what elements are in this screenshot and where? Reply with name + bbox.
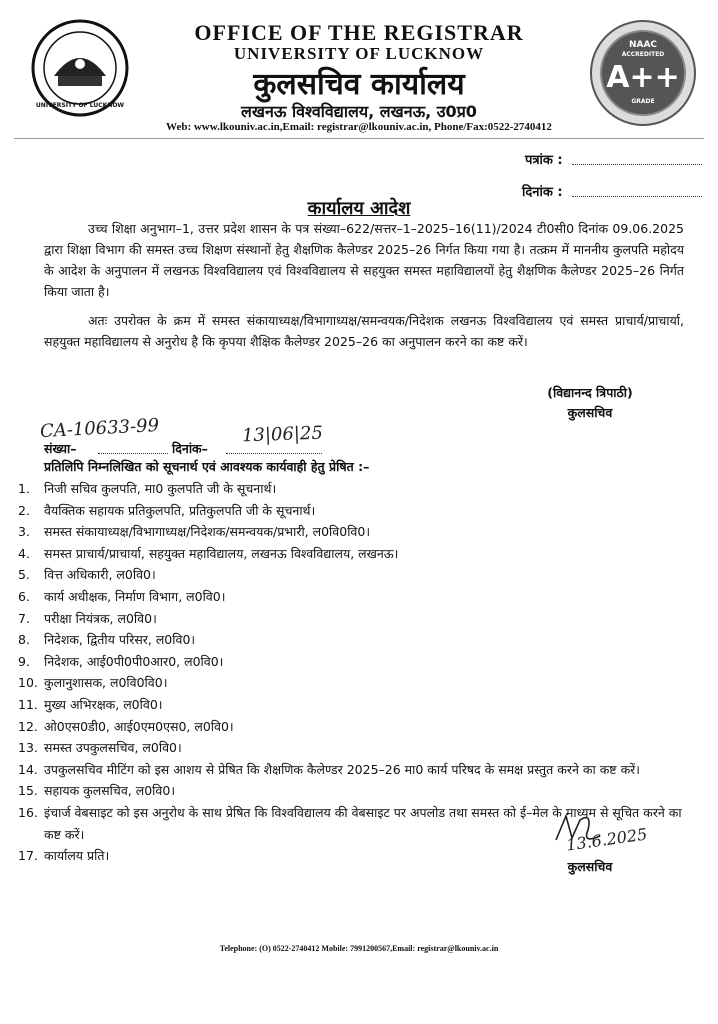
list-item bbox=[18, 759, 698, 781]
bottom-signatory-title: कुलसचिव bbox=[567, 859, 613, 874]
handwritten-date: 13|06|25 bbox=[241, 422, 324, 447]
seal-text: UNIVERSITY OF LUCKNOW bbox=[35, 102, 125, 109]
list-item-number: 9. bbox=[18, 653, 30, 669]
list-item-text: कुलानुशासक, ल0वि0वि0। bbox=[44, 675, 168, 691]
list-item-text: कार्यालय प्रति। bbox=[44, 848, 110, 864]
list-item-text: कार्य अधीक्षक, निर्माण विभाग, ल0वि0। bbox=[44, 588, 226, 604]
contact-line: Web: www.lkouniv.ac.in,Email: registrar@lkouniv.ac.in, Phone/Fax:0522-2740412 bbox=[166, 121, 552, 133]
list-item-number: 15. bbox=[18, 783, 38, 799]
list-item bbox=[18, 586, 698, 608]
list-item-number: 7. bbox=[18, 610, 30, 626]
list-item-number: 16. bbox=[18, 804, 38, 820]
order-paragraph-2: अतः उपरोक्त के क्रम में समस्त संकायाध्यक्ष/विभागाध्यक्ष/समन्वयक/निदेशक लखनऊ विश्वविद्यालय एवं समस्त प्राचार्य/प्राचार्या, सहयुक्त महाविद्यालय से अनुरोध है कि कृपया शैक्षिक कैलेण्डर 2025–26 का अनुपालन करने का कष्ट करें। bbox=[44, 313, 684, 349]
list-item-number: 13. bbox=[18, 740, 38, 756]
order-paragraph-1: उच्च शिक्षा अनुभाग–1, उत्तर प्रदेश शासन के पत्र संख्या–622/सत्तर–1–2025–16(11)/2024 टी0सी0 दिनांक 09.06.2025 द्वारा शिक्षा विभाग की समस्त उच्च शिक्षण संस्थानों हेतु शैक्षणिक कैलेण्डर 2025–26 निर्गत किया गया है। तत्क्रम में माननीय कुलपति महोदय के आदेश के अनुपालन में लखनऊ विश्वविद्यालय एवं विश्वविद्यालय से सहयुक्त समस्त महाविद्यालयों हेतु शैक्षणिक कैलेण्डर 2025–26 निर्गत किया जाता है। bbox=[44, 221, 684, 299]
badge-line2: ACCREDITED bbox=[621, 51, 665, 58]
list-item-text: समस्त संकायाध्यक्ष/विभागाध्यक्ष/निदेशक/समन्वयक/प्रभारी, ल0वि0वि0। bbox=[44, 524, 371, 540]
list-item-number: 10. bbox=[18, 675, 38, 691]
list-item-text: इंचार्ज वेबसाइट को इस अनुरोध के साथ प्रेषित कि विश्वविद्यालय की वेबसाइट पर अपलोड तथा समस्त को ई–मेल के माध्यम से सूचित करने का कष्ट करें। bbox=[44, 804, 682, 842]
list-item bbox=[18, 694, 698, 716]
list-item-number: 6. bbox=[18, 588, 30, 604]
list-item-text: निदेशक, द्वितीय परिसर, ल0वि0। bbox=[44, 632, 196, 648]
office-title-en: OFFICE OF THE REGISTRAR bbox=[194, 20, 524, 45]
list-item-text: वित्त अधिकारी, ल0वि0। bbox=[44, 567, 156, 583]
list-item bbox=[18, 564, 698, 586]
list-item bbox=[18, 478, 698, 500]
list-item-text: परीक्षा नियंत्रक, ल0वि0। bbox=[44, 610, 157, 626]
signature-scribble bbox=[552, 810, 612, 850]
list-item bbox=[18, 629, 698, 651]
signatory-name: (विद्यानन्द त्रिपाठी) bbox=[547, 385, 633, 400]
patrank-line bbox=[572, 164, 702, 165]
list-item-number: 12. bbox=[18, 718, 38, 734]
list-item bbox=[18, 780, 698, 802]
signatory-title: कुलसचिव bbox=[567, 405, 613, 420]
copy-recipient-list bbox=[18, 478, 698, 867]
list-item-number: 11. bbox=[18, 696, 38, 712]
list-item bbox=[18, 716, 698, 738]
list-item-number: 17. bbox=[18, 848, 38, 864]
list-item-text: मुख्य अभिरक्षक, ल0वि0। bbox=[44, 696, 163, 712]
order-title: कार्यालय आदेश bbox=[307, 198, 411, 219]
badge-line1: NAAC bbox=[628, 40, 658, 50]
badge-grade-label: GRADE bbox=[631, 98, 655, 105]
list-item bbox=[18, 672, 698, 694]
copy-dinank-label: दिनांक– bbox=[172, 441, 208, 456]
list-item bbox=[18, 500, 698, 522]
dinank-label: दिनांक : bbox=[522, 185, 563, 200]
university-name-hi: लखनऊ विश्वविद्यालय, लखनऊ, उ0प्र0 bbox=[241, 102, 477, 121]
sankhya-line bbox=[98, 453, 168, 454]
list-item bbox=[18, 651, 698, 673]
sankhya-label: संख्या– bbox=[44, 441, 77, 456]
list-item-text: समस्त उपकुलसचिव, ल0वि0। bbox=[44, 740, 182, 756]
list-item-number: 14. bbox=[18, 761, 38, 777]
list-item-text: निजी सचिव कुलपति, मा0 कुलपति जी के सूचनार्थ। bbox=[44, 481, 277, 496]
list-item-number: 4. bbox=[18, 545, 30, 561]
list-item-number: 3. bbox=[18, 524, 30, 540]
list-item-text: समस्त प्राचार्य/प्राचार्या, सहयुक्त महाविद्यालय, लखनऊ विश्वविद्यालय, लखनऊ। bbox=[44, 545, 399, 561]
list-item-number: 2. bbox=[18, 502, 30, 518]
list-item-text: निदेशक, आई0पी0पी0आर0, ल0वि0। bbox=[44, 653, 224, 669]
list-item bbox=[18, 608, 698, 630]
list-item bbox=[18, 543, 698, 565]
copy-heading: प्रतिलिपि निम्नलिखित को सूचनार्थ एवं आवश्यक कार्यवाही हेतु प्रेषित :– bbox=[44, 459, 370, 474]
university-name-en: UNIVERSITY OF LUCKNOW bbox=[233, 44, 485, 63]
office-title-hi: कुलसचिव कार्यालय bbox=[253, 67, 465, 102]
list-item-text: वैयक्तिक सहायक प्रतिकुलपति, प्रतिकुलपति जी के सूचनार्थ। bbox=[44, 502, 316, 518]
list-item-number: 1. bbox=[18, 481, 30, 496]
header-divider bbox=[14, 138, 704, 139]
list-item-number: 8. bbox=[18, 632, 30, 648]
list-item bbox=[18, 737, 698, 759]
list-item-number: 5. bbox=[18, 567, 30, 583]
list-item-text: सहायक कुलसचिव, ल0वि0। bbox=[44, 783, 176, 799]
handwritten-signature-date: 13.6.2025 bbox=[565, 824, 649, 855]
list-item-text: उपकुलसचिव मीटिंग को इस आशय से प्रेषित कि शैक्षणिक कैलेण्डर 2025–26 मा0 कार्य परिषद के समक्ष प्रस्तुत करने का कष्ट करें। bbox=[44, 761, 641, 777]
list-item bbox=[18, 521, 698, 543]
handwritten-letter-number: CA-10633-99 bbox=[39, 414, 160, 443]
footer-contact: Telephone: (O) 0522-2740412 Mobile: 7991200567,Email: registrar@lkouniv.ac.in bbox=[219, 944, 499, 953]
copy-dinank-line bbox=[226, 453, 322, 454]
badge-grade: A++ bbox=[606, 60, 680, 95]
list-item-text: ओ0एस0डी0, आई0एम0एस0, ल0वि0। bbox=[44, 718, 234, 734]
patrank-label: पत्रांक : bbox=[525, 153, 563, 168]
